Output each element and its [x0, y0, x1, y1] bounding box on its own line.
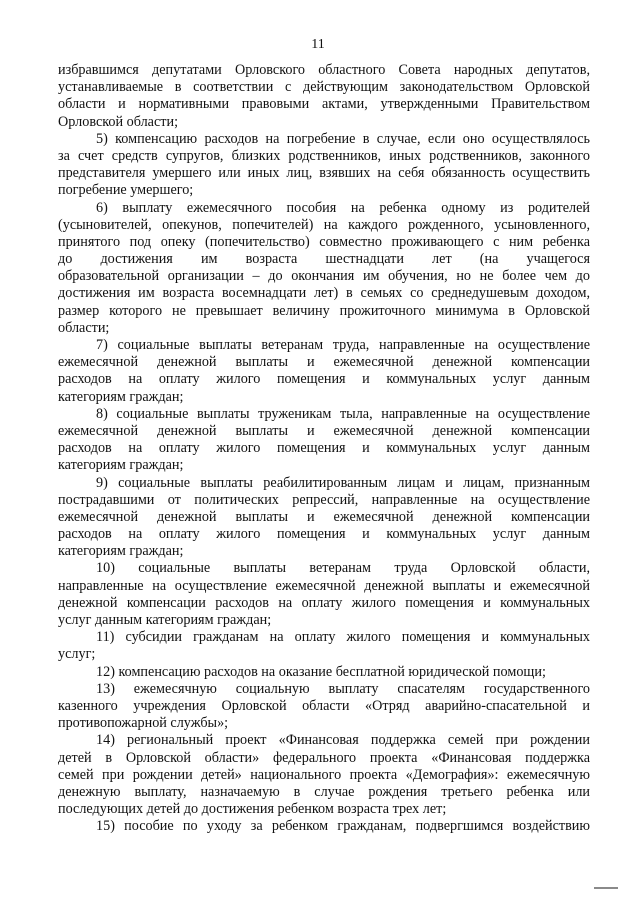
text-line: 6) выплату ежемесячного пособия на ребенка одному из родителей [96, 199, 590, 216]
text-line: 10) социальные выплаты ветеранам труда Орловской области, [96, 560, 590, 577]
paragraph [58, 560, 590, 629]
text-line: категориям граждан; [58, 388, 184, 405]
text-line: расходов на оплату жилого помещения и коммунальных услуг данным [58, 440, 590, 457]
text-line: устанавливаемые в соответствии с действующим законодательством Орловской [58, 79, 590, 96]
text-line: принятого под опеку (попечительство) совместно проживающего с ним ребенка [58, 233, 590, 250]
text-line: избравшимся депутатами Орловского областного Совета народных депутатов, [58, 62, 590, 78]
text-line: 7) социальные выплаты ветеранам труда, направленные на осуществление [96, 337, 590, 353]
text-line: услуг данным категориям граждан; [58, 612, 272, 628]
text-line: Орловской области; [58, 113, 179, 130]
text-line: образовательной организации – до окончания им обучения, но не более чем до [58, 268, 590, 285]
paragraph [58, 337, 590, 406]
paragraph [58, 131, 590, 200]
text-line: денежную выплату, назначаемую в случае рождения третьего ребенка или [58, 783, 590, 800]
page-number: 11 [311, 37, 325, 52]
text-line: до достижения им возраста шестнадцати лет (на учащегося [58, 251, 590, 268]
text-line: казенного учреждения Орловской области «Отряд аварийно-спасательной и [58, 697, 590, 714]
text-line: размер которого не превышает величину прожиточного минимума в Орловской [58, 302, 590, 319]
paragraph [58, 681, 590, 733]
text-line: 8) социальные выплаты труженикам тыла, направленные на осуществление [96, 405, 590, 422]
paragraph [58, 732, 590, 818]
text-line: 12) компенсацию расходов на оказание бесплатной юридической помощи; [96, 663, 546, 680]
paragraph [58, 62, 590, 131]
paragraph [58, 818, 590, 835]
document-body [58, 62, 590, 835]
text-line: ежемесячной денежной выплаты и ежемесячной денежной компенсации [58, 508, 590, 525]
text-line: области; [58, 319, 110, 336]
text-line: за счет средств супругов, близких родственников, иных родственников, законного [58, 147, 590, 164]
text-line: детей в Орловской области» федерального проекта «Финансовая поддержка [58, 749, 590, 766]
text-line: последующих детей до достижения ребенком возраста трех лет; [58, 801, 447, 818]
paragraph [58, 475, 590, 561]
text-line: 13) ежемесячную социальную выплату спасателям государственного [96, 680, 590, 697]
paragraph [58, 664, 590, 681]
text-line: направленные на осуществление ежемесячной денежной выплаты и ежемесячной [58, 577, 590, 594]
text-line: погребение умершего; [58, 182, 194, 199]
text-line: ежемесячной денежной выплаты и ежемесячной денежной компенсации [58, 422, 590, 439]
text-line: семей при рождении детей» национального проекта «Демография»: ежемесячную [58, 766, 590, 783]
text-line: услуг; [58, 646, 96, 663]
text-line: представителя умершего или иных лиц, взявших на себя обязанность осуществить [58, 165, 590, 182]
text-line: 9) социальные выплаты реабилитированным лицам и лицам, признанным [96, 474, 590, 491]
text-line: достижения им возраста восемнадцати лет) в семьях со среднедушевым доходом, [58, 285, 590, 302]
text-line: категориям граждан; [58, 457, 184, 474]
paragraph [58, 200, 590, 338]
text-line: 11) субсидии гражданам на оплату жилого помещения и коммунальных [96, 629, 590, 646]
page-corner-mark [594, 887, 618, 889]
paragraph [58, 629, 590, 663]
text-line: 5) компенсацию расходов на погребение в случае, если оно осуществлялось [96, 130, 590, 147]
text-line: ежемесячной денежной выплаты и ежемесячной денежной компенсации [58, 354, 590, 371]
text-line: денежной компенсации расходов на оплату жилого помещения и коммунальных [58, 594, 590, 611]
paragraph [58, 406, 590, 475]
text-line: категориям граждан; [58, 543, 184, 560]
text-line: расходов на оплату жилого помещения и коммунальных услуг данным [58, 526, 590, 543]
text-line: 14) региональный проект «Финансовая поддержка семей при рождении [96, 732, 590, 749]
text-line: пострадавшими от политических репрессий, направленные на осуществление [58, 491, 590, 508]
text-line: противопожарной службы»; [58, 715, 229, 732]
text-line: расходов на оплату жилого помещения и коммунальных услуг данным [58, 371, 590, 388]
text-line: области и нормативными правовыми актами, утвержденными Правительством [58, 96, 590, 113]
text-line: 15) пособие по уходу за ребенком гражданам, подвергшимся воздействию [96, 818, 590, 835]
text-line: (усыновителей, опекунов, попечителей) на каждого рожденного, усыновленного, [58, 216, 590, 233]
